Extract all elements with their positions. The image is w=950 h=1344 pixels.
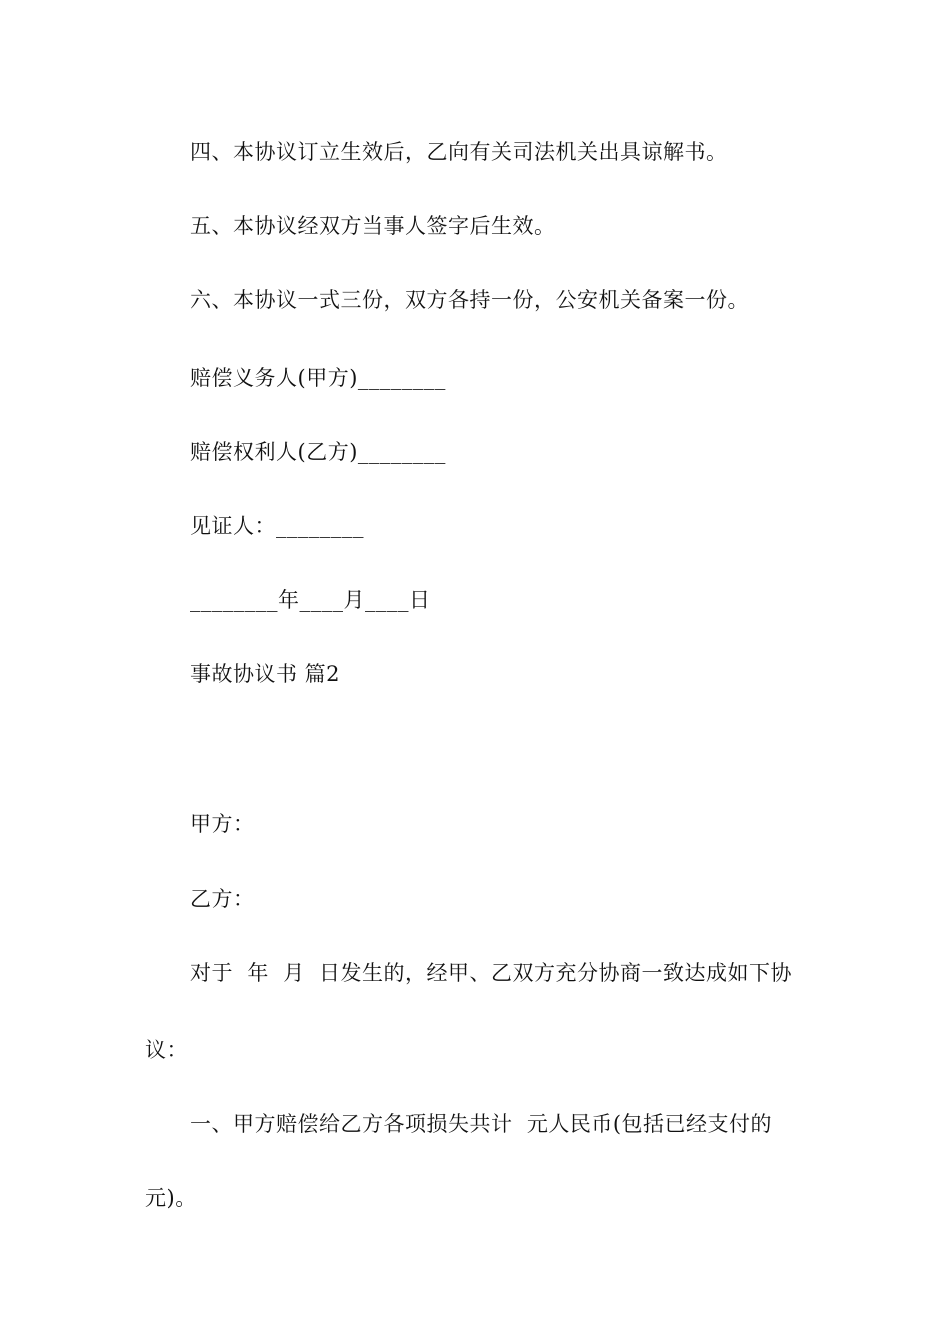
witness-signature-line: 见证人：________ [190,514,364,538]
party-b-signature-line: 赔偿权利人(乙方)________ [190,440,446,464]
preamble-paragraph-continued: 议： [145,1038,188,1062]
clause-four: 四、本协议订立生效后，乙向有关司法机关出具谅解书。 [190,140,728,164]
section-heading: 事故协议书 篇2 [190,662,341,686]
clause-five: 五、本协议经双方当事人签字后生效。 [190,214,556,238]
party-a-label: 甲方： [190,812,255,836]
clause-one: 一、甲方赔偿给乙方各项损失共计 元人民币(包括已经支付的 [190,1112,773,1136]
party-a-signature-line: 赔偿义务人(甲方)________ [190,366,446,390]
clause-six: 六、本协议一式三份，双方各持一份，公安机关备案一份。 [190,288,749,312]
date-line: ________年____月____日 [190,588,431,612]
preamble-paragraph: 对于 年 月 日发生的，经甲、乙双方充分协商一致达成如下协 [190,961,793,985]
party-b-label: 乙方： [190,887,255,911]
clause-one-continued: 元)。 [145,1186,197,1210]
